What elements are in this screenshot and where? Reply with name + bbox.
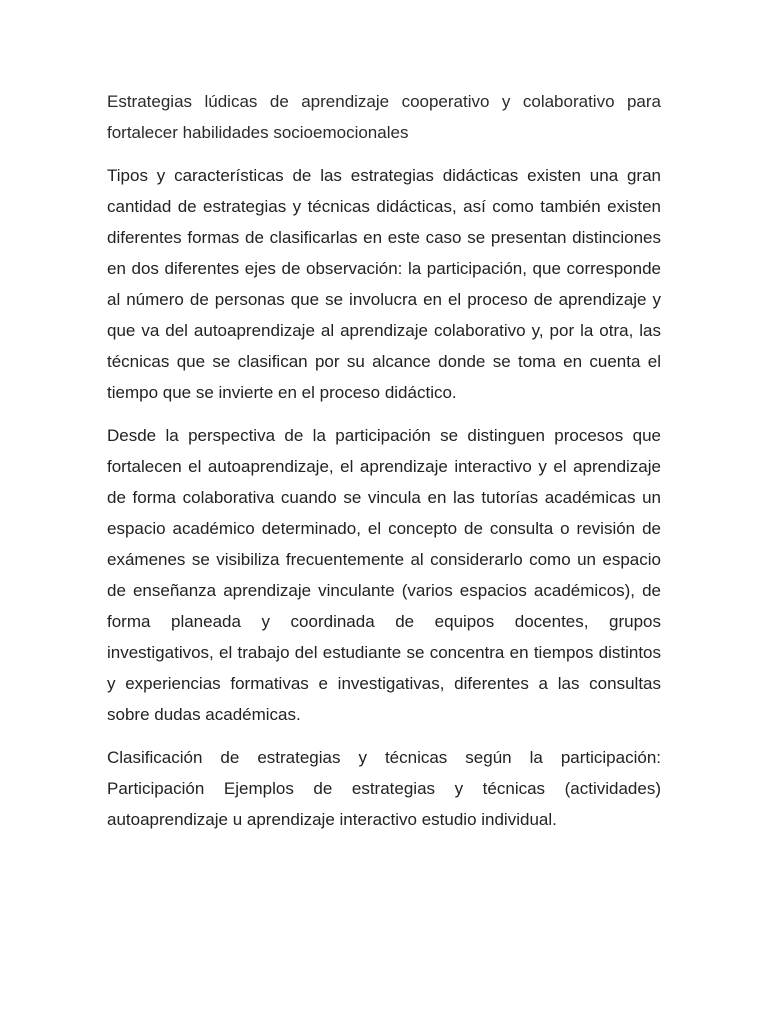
document-title: Estrategias lúdicas de aprendizaje cooperativo y colaborativo para fortalecer habilidades socioemocionales bbox=[107, 92, 661, 142]
document-page bbox=[107, 86, 661, 847]
paragraph-classification: Clasificación de estrategias y técnicas según la participación: Participación Ejemplos de estrategias y técnicas (actividades) autoaprendizaje u aprendizaje interactivo estudio individual. bbox=[107, 748, 661, 829]
paragraph-types-characteristics: Tipos y características de las estrategias didácticas existen una gran cantidad de estrategias y técnicas didácticas, así como también existen diferentes formas de clasificarlas en este caso se presentan distinciones en dos diferentes ejes de observación: la participación, que corresponde al número de personas que se involucra en el proceso de aprendizaje y que va del autoaprendizaje al aprendizaje colaborativo y, por la otra, las técnicas que se clasifican por su alcance donde se toma en cuenta el tiempo que se invierte en el proceso didáctico. bbox=[107, 166, 661, 402]
paragraph-participation-perspective: Desde la perspectiva de la participación se distinguen procesos que fortalecen el autoaprendizaje, el aprendizaje interactivo y el aprendizaje de forma colaborativa cuando se vincula en las tutorías académicas un espacio académico determinado, el concepto de consulta o revisión de exámenes se visibiliza frecuentemente al considerarlo como un espacio de enseñanza aprendizaje vinculante (varios espacios académicos), de forma planeada y coordinada de equipos docentes, grupos investigativos, el trabajo del estudiante se concentra en tiempos distintos y experiencias formativas e investigativas, diferentes a las consultas sobre dudas académicas. bbox=[107, 426, 661, 724]
